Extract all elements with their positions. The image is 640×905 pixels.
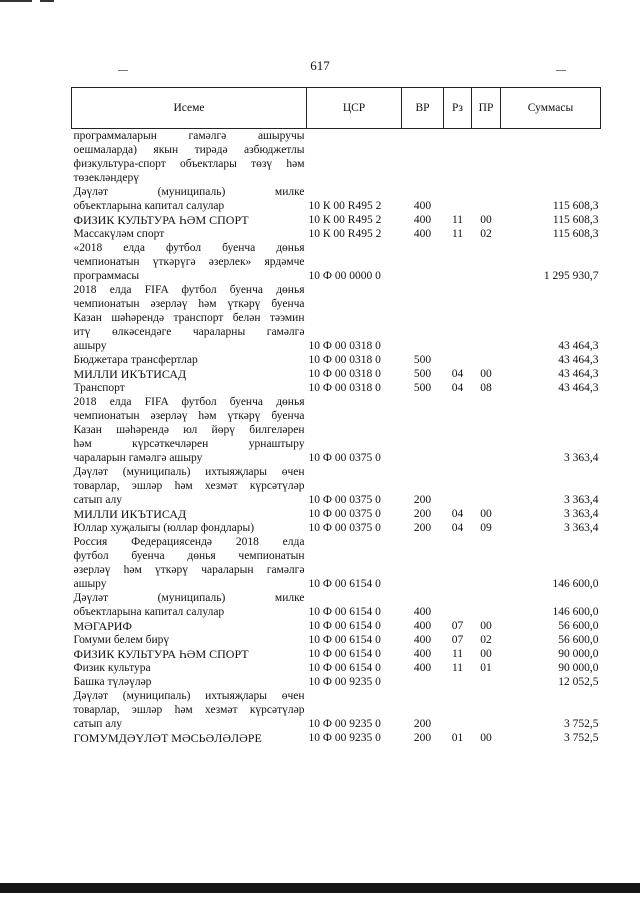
row-pr xyxy=(472,675,501,689)
row-rz: 04 xyxy=(451,368,464,380)
row-csr: 10 Ф 00 0375 0 xyxy=(308,522,381,534)
column-header-name: Исеме xyxy=(72,88,307,129)
row-pr xyxy=(472,283,501,353)
row-pr: 00 xyxy=(480,508,492,520)
row-name xyxy=(72,521,307,535)
row-name-line: программасы xyxy=(73,270,140,282)
table-row xyxy=(72,675,601,689)
row-name-line: ашыру xyxy=(73,340,107,352)
row-csr: 10 Ф 00 6154 0 xyxy=(308,662,381,674)
row-vr: 400 xyxy=(413,200,432,212)
row-sum: 115 608,3 xyxy=(552,228,599,240)
row-name-line: 2018 елда FIFA футбол буенча дөнья xyxy=(73,284,305,296)
row-csr: 10 Ф 00 0375 0 xyxy=(308,452,381,464)
row-sum: 3 363,4 xyxy=(564,494,599,506)
row-name-line: сатып алу xyxy=(73,718,123,730)
table-row xyxy=(72,465,601,507)
table-row xyxy=(72,633,601,647)
row-sum xyxy=(501,129,601,186)
row-csr: 10 Ф 00 0375 0 xyxy=(308,494,381,506)
row-rz: 04 xyxy=(451,508,464,520)
row-vr: 500 xyxy=(413,368,432,380)
row-name xyxy=(72,507,307,521)
row-csr: 10 К 00 R495 2 xyxy=(308,200,382,212)
row-vr xyxy=(402,241,444,283)
row-vr: 400 xyxy=(413,662,432,674)
row-name-line: сатып алу xyxy=(73,494,123,506)
row-rz: 11 xyxy=(451,662,464,674)
row-name xyxy=(72,367,307,381)
row-pr: 01 xyxy=(480,662,492,674)
header-dash xyxy=(556,70,566,71)
header-dash xyxy=(118,70,128,71)
table-row xyxy=(72,185,601,213)
row-name-line: итү өлкәсендәге чараларны гамәлгә xyxy=(73,326,305,338)
row-name-line: 2018 елда FIFA футбол буенча дөнья xyxy=(73,396,305,408)
row-csr: 10 Ф 00 6154 0 xyxy=(308,634,381,646)
row-name xyxy=(72,661,307,675)
table-row xyxy=(72,353,601,367)
row-sum: 90 000,0 xyxy=(558,648,599,660)
row-rz: 01 xyxy=(451,732,464,744)
row-vr xyxy=(402,535,444,591)
row-sum: 43 464,3 xyxy=(558,354,599,366)
row-csr: 10 Ф 00 0318 0 xyxy=(308,368,381,380)
row-name-line: ФИЗИК КУЛЬТУРА ҺӘМ СПОРТ xyxy=(73,647,249,661)
row-name-line: МИЛЛИ ИКЪТИСАД xyxy=(73,507,187,521)
row-name-line: Дәүләт (муниципаль) ихтыяҗлары өчен xyxy=(73,690,305,702)
row-pr: 02 xyxy=(480,634,492,646)
row-name-line: Бюджетара трансфертлар xyxy=(73,354,198,366)
row-rz: 04 xyxy=(451,382,464,394)
row-sum: 56 600,0 xyxy=(558,620,599,632)
row-rz xyxy=(444,395,472,465)
row-name xyxy=(72,619,307,633)
row-csr xyxy=(307,129,402,186)
row-name-line: чемпионатын үткәрүгә әзерлек» ярдәмче xyxy=(73,256,305,268)
row-name-line: чемпионатын әзерләү һәм үткәрү буенча xyxy=(73,298,305,310)
table-row xyxy=(72,535,601,591)
row-csr: 10 Ф 00 0318 0 xyxy=(308,340,381,352)
row-name xyxy=(72,381,307,395)
row-vr: 400 xyxy=(413,634,432,646)
row-rz xyxy=(444,465,472,507)
row-csr: 10 Ф 00 6154 0 xyxy=(308,606,381,618)
row-csr: 10 Ф 00 9235 0 xyxy=(308,732,381,744)
row-rz xyxy=(444,689,472,731)
row-name-line: төзекләндерү xyxy=(73,172,139,184)
row-csr: 10 Ф 00 0000 0 xyxy=(308,270,381,282)
row-pr: 00 xyxy=(480,620,492,632)
row-pr xyxy=(472,241,501,283)
row-pr: 08 xyxy=(480,382,492,394)
row-name-line: Юллар хуҗалыгы (юллар фондлары) xyxy=(73,522,255,534)
row-name-line: МИЛЛИ ИКЪТИСАД xyxy=(73,367,187,381)
row-vr: 400 xyxy=(413,620,432,632)
row-vr: 400 xyxy=(413,214,432,226)
row-sum: 90 000,0 xyxy=(558,662,599,674)
row-pr: 00 xyxy=(480,648,492,660)
row-name-line: Башка түләүләр xyxy=(73,676,152,688)
row-vr: 200 xyxy=(413,494,432,506)
row-name-line: ашыру xyxy=(73,578,107,590)
row-pr xyxy=(472,535,501,591)
row-csr: 10 Ф 00 9235 0 xyxy=(308,676,381,688)
row-csr: 10 Ф 00 6154 0 xyxy=(308,620,381,632)
table-row xyxy=(72,227,601,241)
row-pr: 09 xyxy=(480,522,492,534)
row-name-line: футбол буенча дөнья чемпионатын xyxy=(73,550,305,562)
row-pr xyxy=(472,465,501,507)
column-header-rz: Рз xyxy=(444,88,472,129)
row-vr xyxy=(402,283,444,353)
row-name xyxy=(72,591,307,619)
row-vr: 400 xyxy=(413,228,432,240)
row-name xyxy=(72,283,307,353)
row-name-line: ФИЗИК КУЛЬТУРА ҺӘМ СПОРТ xyxy=(73,213,249,227)
row-name-line: товарлар, эшләр һәм хезмәт күрсәтүләр xyxy=(73,480,305,492)
table-row xyxy=(72,241,601,283)
row-name-line: Дәүләт (муниципаль) милке xyxy=(73,186,305,198)
row-csr: 10 Ф 00 6154 0 xyxy=(308,648,381,660)
row-rz: 04 xyxy=(451,522,464,534)
column-header-vr: ВР xyxy=(402,88,444,129)
row-name-line: Транспорт xyxy=(73,382,125,394)
budget-table xyxy=(71,87,601,745)
row-vr xyxy=(402,675,444,689)
column-header-sum: Суммасы xyxy=(501,88,601,129)
row-csr: 10 Ф 00 0318 0 xyxy=(308,354,381,366)
row-sum: 146 600,0 xyxy=(552,606,599,618)
row-name xyxy=(72,129,307,186)
row-rz: 07 xyxy=(451,634,464,646)
row-name xyxy=(72,395,307,465)
row-rz xyxy=(444,591,472,619)
row-csr: 10 Ф 00 6154 0 xyxy=(308,578,381,590)
row-name-line: объектларына капитал салулар xyxy=(73,606,225,618)
row-vr: 400 xyxy=(413,606,432,618)
row-sum: 3 363,4 xyxy=(564,452,599,464)
row-name-line: Физик культура xyxy=(73,662,151,674)
row-rz xyxy=(444,129,472,186)
table-row xyxy=(72,731,601,745)
row-name-line: «2018 елда футбол буенча дөнья xyxy=(73,242,305,254)
row-rz xyxy=(444,185,472,213)
scan-bottom-bar xyxy=(0,883,640,893)
row-name xyxy=(72,535,307,591)
row-name-line: чемпионатын әзерләү һәм үткәрү буенча xyxy=(73,410,305,422)
row-name-line: физкультура-спорт объектлары төзү һәм xyxy=(73,158,305,170)
row-name-line: Массакүләм спорт xyxy=(73,228,165,240)
table-row xyxy=(72,647,601,661)
table-row xyxy=(72,367,601,381)
scan-marks xyxy=(0,0,60,6)
row-rz xyxy=(444,283,472,353)
column-header-csr: ЦСР xyxy=(307,88,402,129)
row-name xyxy=(72,675,307,689)
row-name-line: Казан шәһәрендә юл йөрү билгеләрен xyxy=(73,424,305,436)
row-csr: 10 Ф 00 0318 0 xyxy=(308,382,381,394)
row-name-line: Дәүләт (муниципаль) ихтыяҗлары өчен xyxy=(73,466,305,478)
page-number: 617 xyxy=(310,58,330,73)
row-sum: 3 752,5 xyxy=(564,718,599,730)
row-csr: 10 К 00 R495 2 xyxy=(308,228,382,240)
row-name xyxy=(72,731,307,745)
row-sum: 3 752,5 xyxy=(564,732,599,744)
table-row xyxy=(72,381,601,395)
row-name-line: программаларын гамәлгә ашыручы xyxy=(73,130,305,142)
row-name-line: һәм күрсәткечләрен урнаштыру xyxy=(73,438,305,450)
table-header-row xyxy=(72,88,601,129)
table-row xyxy=(72,283,601,353)
row-name-line: товарлар, эшләр һәм хезмәт күрсәтүләр xyxy=(73,704,305,716)
table-row xyxy=(72,661,601,675)
row-vr: 200 xyxy=(413,732,432,744)
row-pr xyxy=(472,129,501,186)
row-name-line: оешмаларда) якын тирәдә азбюджетлы xyxy=(73,144,305,156)
row-pr: 00 xyxy=(480,368,492,380)
row-name-line: әзерләү һәм үткәрү чараларын гамәлгә xyxy=(73,564,305,576)
row-vr: 500 xyxy=(413,354,432,366)
row-name-line: Казан шәһәрендә транспорт белән тәэмин xyxy=(73,312,305,324)
table-row xyxy=(72,213,601,227)
row-pr xyxy=(472,395,501,465)
row-pr: 00 xyxy=(480,214,492,226)
row-name xyxy=(72,353,307,367)
row-vr: 500 xyxy=(413,382,432,394)
row-vr xyxy=(402,129,444,186)
row-sum: 115 608,3 xyxy=(552,200,599,212)
row-name-line: чараларын гамәлгә ашыру xyxy=(73,452,203,464)
row-rz xyxy=(444,535,472,591)
row-vr: 400 xyxy=(413,648,432,660)
row-name-line: Гомуми белем бирү xyxy=(73,634,170,646)
row-name xyxy=(72,647,307,661)
row-name xyxy=(72,689,307,731)
row-name-line: объектларына капитал салулар xyxy=(73,200,225,212)
row-name-line: ГОМУМДӘҮЛӘТ МӘСЬӘЛӘЛӘРЕ xyxy=(73,731,262,745)
row-name xyxy=(72,633,307,647)
row-sum: 3 363,4 xyxy=(564,522,599,534)
row-sum: 43 464,3 xyxy=(558,382,599,394)
table-row xyxy=(72,521,601,535)
row-vr: 200 xyxy=(413,508,432,520)
row-name xyxy=(72,213,307,227)
row-csr: 10 Ф 00 9235 0 xyxy=(308,718,381,730)
table-body xyxy=(72,129,601,746)
row-rz: 11 xyxy=(451,214,464,226)
row-name xyxy=(72,227,307,241)
row-name-line: Дәүләт (муниципаль) милке xyxy=(73,592,305,604)
table-row xyxy=(72,689,601,731)
row-rz: 11 xyxy=(451,648,464,660)
column-header-pr: ПР xyxy=(472,88,501,129)
table-row xyxy=(72,591,601,619)
row-sum: 43 464,3 xyxy=(558,368,599,380)
table-row xyxy=(72,129,601,186)
row-vr: 200 xyxy=(413,718,432,730)
row-pr xyxy=(472,591,501,619)
row-pr: 00 xyxy=(480,732,492,744)
row-rz xyxy=(444,353,472,367)
row-sum: 1 295 930,7 xyxy=(543,270,599,282)
row-sum: 115 608,3 xyxy=(552,214,599,226)
row-csr: 10 Ф 00 0375 0 xyxy=(308,508,381,520)
table-row xyxy=(72,395,601,465)
row-sum: 43 464,3 xyxy=(558,340,599,352)
row-pr xyxy=(472,689,501,731)
row-sum: 3 363,4 xyxy=(564,508,599,520)
row-rz xyxy=(444,675,472,689)
row-vr xyxy=(402,395,444,465)
row-name xyxy=(72,241,307,283)
row-sum: 56 600,0 xyxy=(558,634,599,646)
row-name-line: МӘГАРИФ xyxy=(73,619,132,633)
row-rz xyxy=(444,241,472,283)
row-pr: 02 xyxy=(480,228,492,240)
row-name xyxy=(72,185,307,213)
table-row xyxy=(72,507,601,521)
row-name-line: Россия Федерациясендә 2018 елда xyxy=(73,536,305,548)
table-row xyxy=(72,619,601,633)
row-sum: 12 052,5 xyxy=(558,676,599,688)
row-name xyxy=(72,465,307,507)
row-rz: 11 xyxy=(451,228,464,240)
row-sum: 146 600,0 xyxy=(552,578,599,590)
row-pr xyxy=(472,185,501,213)
row-csr: 10 К 00 R495 2 xyxy=(308,214,382,226)
row-vr: 200 xyxy=(413,522,432,534)
row-pr xyxy=(472,353,501,367)
row-rz: 07 xyxy=(451,620,464,632)
